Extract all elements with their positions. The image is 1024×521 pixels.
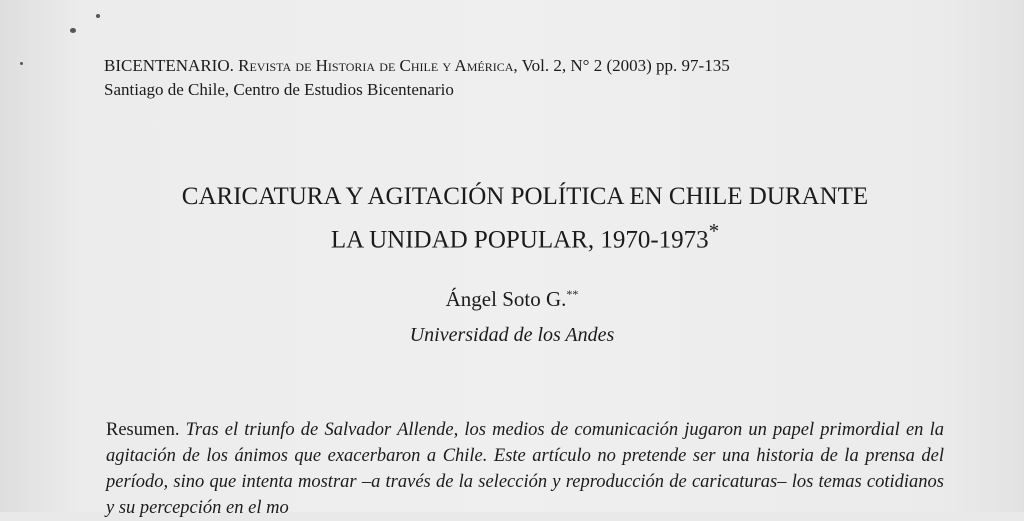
abstract <box>106 417 944 521</box>
author-footnote-mark: ** <box>566 287 579 301</box>
author-name-block <box>0 287 1024 312</box>
author-affiliation: Universidad de los Andes <box>409 324 615 346</box>
journal-publisher: Santiago de Chile, Centro de Estudios Bicentenario <box>104 80 454 99</box>
title-line-1: CARICATURA Y AGITACIÓN POLÍTICA EN CHILE DURANTE <box>181 183 869 210</box>
title-line-2 <box>100 214 950 257</box>
scan-speck <box>20 62 23 65</box>
journal-citation <box>104 54 730 78</box>
scan-speck <box>70 28 76 33</box>
article-title <box>100 180 950 257</box>
journal-header <box>104 54 730 102</box>
title-line-2-text: LA UNIDAD POPULAR, 1970-1973 <box>330 226 709 254</box>
journal-issue: Vol. 2, N° 2 (2003) pp. 97-135 <box>521 56 730 75</box>
abstract-text: Tras el triunfo de Salvador Allende, los medios de comunicación jugaron un papel primordial en la agitación de los ánimos que exacerbaron a Chile. Este artículo no pretende ser una historia de la prensa del período, sino que intenta mostrar –a través de la selección y reproducción de caricaturas– los temas cotidianos y su percepción en el mo <box>106 420 944 518</box>
title-footnote-mark: * <box>708 219 720 243</box>
journal-name: Revista de Historia de Chile y América, <box>238 56 518 75</box>
author-name: Ángel Soto G. <box>445 287 567 311</box>
scan-speck <box>96 14 100 18</box>
journal-prefix: BICENTENARIO. <box>104 56 234 75</box>
abstract-label: Resumen. <box>106 420 180 440</box>
